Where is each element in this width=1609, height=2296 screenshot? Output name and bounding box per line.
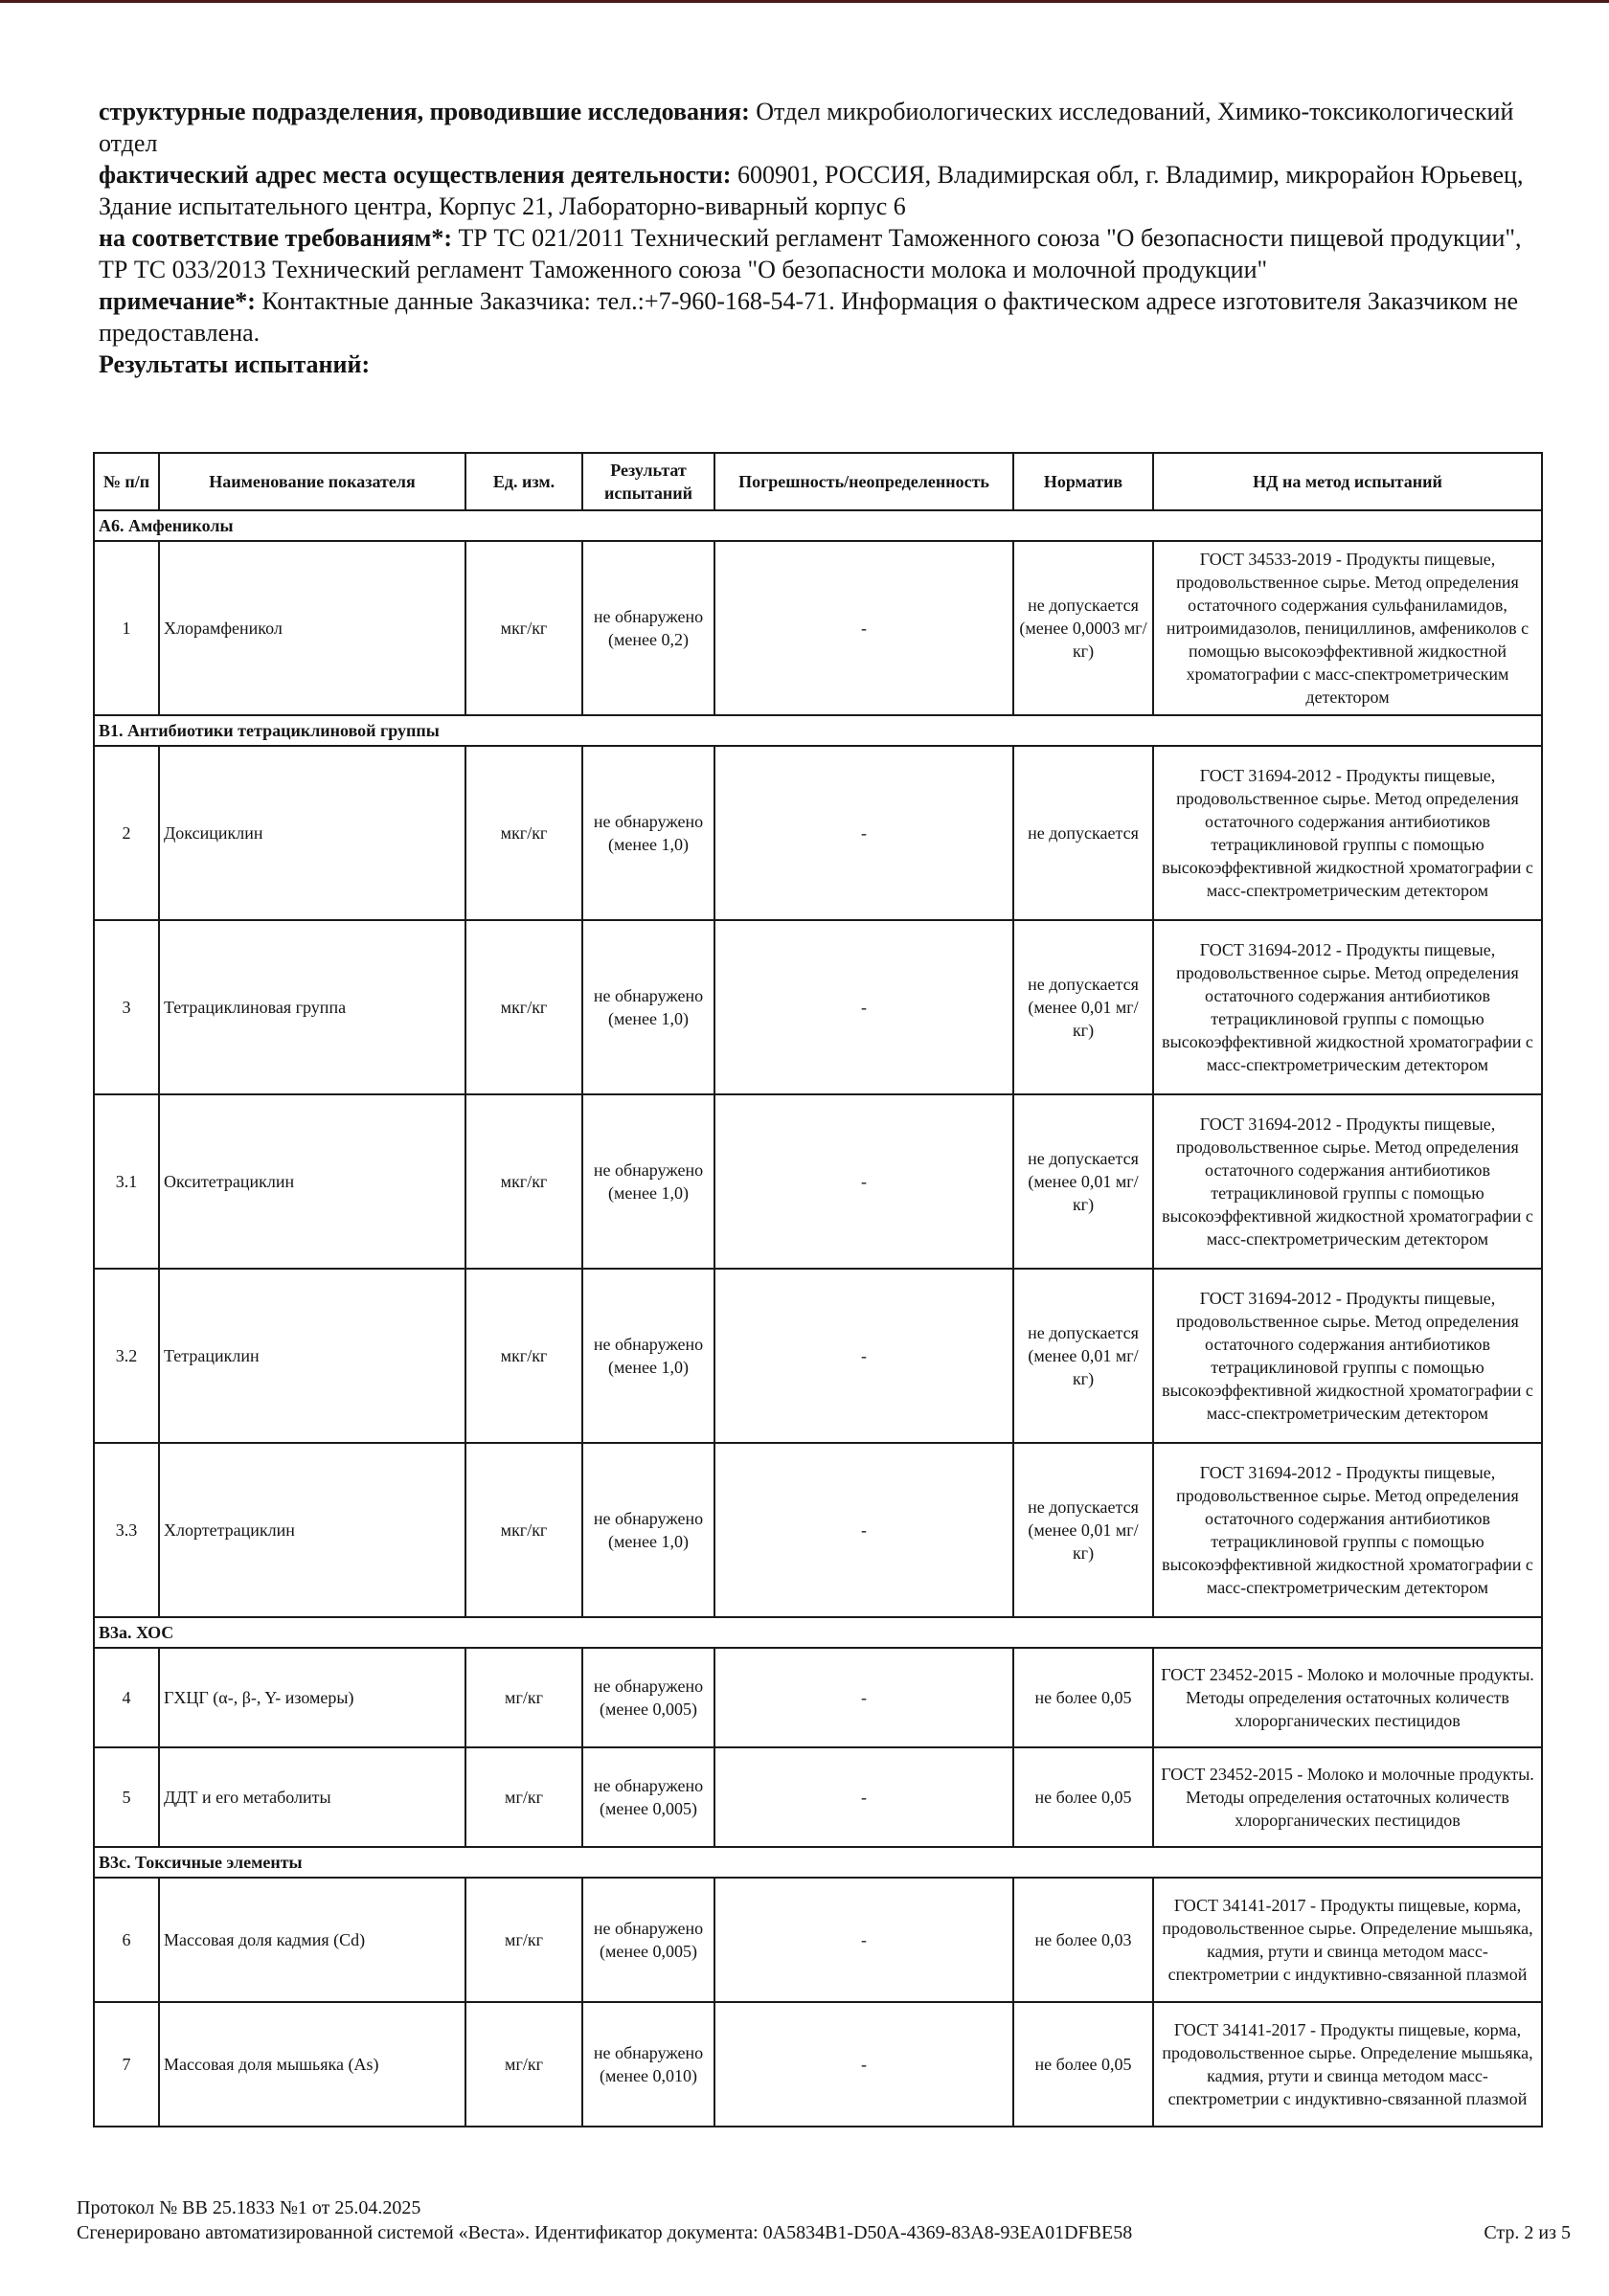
section-title: В3с. Токсичные элементы (94, 1847, 1542, 1878)
col-header-method: НД на метод испытаний (1153, 453, 1542, 510)
norm-cell: не более 0,05 (1013, 2002, 1153, 2127)
unit-cell: мг/кг (465, 2002, 582, 2127)
method-cell: ГОСТ 31694-2012 - Продукты пищевые, продовольственное сырье. Метод определения остаточного содержания антибиотиков тетрациклиновой группы с помощью высокоэффективной жидкостной хроматографии с масс-спектрометрическим детектором (1153, 920, 1542, 1094)
indicator-name: Тетрациклиновая группа (159, 920, 465, 1094)
section-row (94, 715, 1542, 746)
indicator-name: Массовая доля мышьяка (As) (159, 2002, 465, 2127)
unit-cell: мг/кг (465, 1648, 582, 1747)
method-cell: ГОСТ 23452-2015 - Молоко и молочные продукты. Методы определения остаточных количеств хлорорганических пестицидов (1153, 1648, 1542, 1747)
section-row (94, 510, 1542, 541)
uncertainty-cell: - (714, 1269, 1013, 1443)
requirements-label: на соответствие требованиям*: (99, 224, 453, 252)
uncertainty-cell: - (714, 1443, 1013, 1617)
result-cell: не обнаружено (менее 0,010) (582, 2002, 714, 2127)
divisions-value: Отдел микробиологических исследований, Химико-токсикологический отдел (99, 98, 1514, 157)
uncertainty-cell: - (714, 1094, 1013, 1269)
page-top-edge (0, 0, 1609, 3)
section-title: В3а. ХОС (94, 1617, 1542, 1648)
col-header-result: Результат испытаний (582, 453, 714, 510)
table-row (94, 1747, 1542, 1847)
row-num: 3.1 (94, 1094, 159, 1269)
indicator-name: Окситетрациклин (159, 1094, 465, 1269)
row-num: 6 (94, 1878, 159, 2002)
indicator-name: ГХЦГ (α-, β-, Υ- изомеры) (159, 1648, 465, 1747)
divisions-line (99, 96, 1554, 159)
col-header-error: Погрешность/неопределенность (714, 453, 1013, 510)
unit-cell: мкг/кг (465, 1443, 582, 1617)
table-row (94, 746, 1542, 920)
result-cell: не обнаружено (менее 1,0) (582, 1443, 714, 1617)
method-cell: ГОСТ 34141-2017 - Продукты пищевые, корма, продовольственное сырье. Определение мышьяка, кадмия, ртути и свинца методом масс-спектрометрии с индуктивно-связанной плазмой (1153, 2002, 1542, 2127)
uncertainty-cell: - (714, 1878, 1013, 2002)
col-header-norm: Норматив (1013, 453, 1153, 510)
note-label: примечание*: (99, 287, 256, 315)
col-header-unit: Ед. изм. (465, 453, 582, 510)
indicator-name: Доксициклин (159, 746, 465, 920)
table-row (94, 1443, 1542, 1617)
row-num: 4 (94, 1648, 159, 1747)
col-header-num: № п/п (94, 453, 159, 510)
section-row (94, 1617, 1542, 1648)
norm-cell: не допускается (менее 0,01 мг/кг) (1013, 1094, 1153, 1269)
norm-cell: не допускается (1013, 746, 1153, 920)
unit-cell: мкг/кг (465, 746, 582, 920)
section-row (94, 1847, 1542, 1878)
results-table (93, 452, 1543, 2127)
footer-protocol: Протокол № ВВ 25.1833 №1 от 25.04.2025 (77, 2197, 421, 2218)
table-row (94, 1269, 1542, 1443)
divisions-label: структурные подразделения, проводившие исследования: (99, 98, 750, 125)
uncertainty-cell: - (714, 920, 1013, 1094)
norm-cell: не допускается (менее 0,01 мг/кг) (1013, 1443, 1153, 1617)
unit-cell: мкг/кг (465, 1094, 582, 1269)
norm-cell: не более 0,05 (1013, 1648, 1153, 1747)
unit-cell: мкг/кг (465, 541, 582, 715)
footer-page-number: Стр. 2 из 5 (1484, 2222, 1571, 2243)
protocol-header (99, 96, 1554, 380)
method-cell: ГОСТ 34141-2017 - Продукты пищевые, корма, продовольственное сырье. Определение мышьяка, кадмия, ртути и свинца методом масс-спектрометрии с индуктивно-связанной плазмой (1153, 1878, 1542, 2002)
table-row (94, 2002, 1542, 2127)
result-cell: не обнаружено (менее 0,005) (582, 1747, 714, 1847)
method-cell: ГОСТ 31694-2012 - Продукты пищевые, продовольственное сырье. Метод определения остаточного содержания антибиотиков тетрациклиновой группы с помощью высокоэффективной жидкостной хроматографии с масс-спектрометрическим детектором (1153, 1443, 1542, 1617)
note-line (99, 285, 1554, 349)
indicator-name: Тетрациклин (159, 1269, 465, 1443)
table-header-row (94, 453, 1542, 510)
section-title: А6. Амфениколы (94, 510, 1542, 541)
norm-cell: не более 0,05 (1013, 1747, 1153, 1847)
result-cell: не обнаружено (менее 0,2) (582, 541, 714, 715)
result-cell: не обнаружено (менее 1,0) (582, 1269, 714, 1443)
requirements-line (99, 222, 1554, 285)
row-num: 5 (94, 1747, 159, 1847)
indicator-name: Хлортетрациклин (159, 1443, 465, 1617)
table-row (94, 920, 1542, 1094)
uncertainty-cell: - (714, 746, 1013, 920)
method-cell: ГОСТ 31694-2012 - Продукты пищевые, продовольственное сырье. Метод определения остаточного содержания антибиотиков тетрациклиновой группы с помощью высокоэффективной жидкостной хроматографии с масс-спектрометрическим детектором (1153, 746, 1542, 920)
row-num: 7 (94, 2002, 159, 2127)
address-label: фактический адрес места осуществления деятельности: (99, 161, 732, 189)
uncertainty-cell: - (714, 541, 1013, 715)
row-num: 3 (94, 920, 159, 1094)
address-value: 600901, РОССИЯ, Владимирская обл, г. Владимир, микрорайон Юрьевец, Здание испытательного центра, Корпус 21, Лабораторно-виварный корпус 6 (99, 161, 1524, 220)
result-cell: не обнаружено (менее 1,0) (582, 1094, 714, 1269)
row-num: 3.3 (94, 1443, 159, 1617)
row-num: 3.2 (94, 1269, 159, 1443)
method-cell: ГОСТ 31694-2012 - Продукты пищевые, продовольственное сырье. Метод определения остаточного содержания антибиотиков тетрациклиновой группы с помощью высокоэффективной жидкостной хроматографии с масс-спектрометрическим детектором (1153, 1094, 1542, 1269)
method-cell: ГОСТ 31694-2012 - Продукты пищевые, продовольственное сырье. Метод определения остаточного содержания антибиотиков тетрациклиновой группы с помощью высокоэффективной жидкостной хроматографии с масс-спектрометрическим детектором (1153, 1269, 1542, 1443)
table-row (94, 1878, 1542, 2002)
result-cell: не обнаружено (менее 0,005) (582, 1648, 714, 1747)
indicator-name: Хлорамфеникол (159, 541, 465, 715)
table-row (94, 1648, 1542, 1747)
uncertainty-cell: - (714, 2002, 1013, 2127)
uncertainty-cell: - (714, 1747, 1013, 1847)
indicator-name: ДДТ и его метаболиты (159, 1747, 465, 1847)
section-title: В1. Антибиотики тетрациклиновой группы (94, 715, 1542, 746)
row-num: 2 (94, 746, 159, 920)
unit-cell: мг/кг (465, 1747, 582, 1847)
requirements-value: ТР ТС 021/2011 Технический регламент Таможенного союза "О безопасности пищевой продукции", ТР ТС 033/2013 Технический регламент Таможенного союза "О безопасности молока и молочной продукции" (99, 224, 1522, 283)
address-line (99, 159, 1554, 222)
norm-cell: не допускается (менее 0,01 мг/кг) (1013, 1269, 1153, 1443)
uncertainty-cell: - (714, 1648, 1013, 1747)
unit-cell: мг/кг (465, 1878, 582, 2002)
norm-cell: не допускается (менее 0,01 мг/кг) (1013, 920, 1153, 1094)
norm-cell: не допускается (менее 0,0003 мг/кг) (1013, 541, 1153, 715)
method-cell: ГОСТ 23452-2015 - Молоко и молочные продукты. Методы определения остаточных количеств хлорорганических пестицидов (1153, 1747, 1542, 1847)
unit-cell: мкг/кг (465, 920, 582, 1094)
results-title: Результаты испытаний: (99, 350, 371, 378)
result-cell: не обнаружено (менее 0,005) (582, 1878, 714, 2002)
col-header-name: Наименование показателя (159, 453, 465, 510)
norm-cell: не более 0,03 (1013, 1878, 1153, 2002)
footer-generated: Сгенерировано автоматизированной системой «Веста». Идентификатор документа: 0A5834B1-D50A-4369-83A8-93EA01DFBE58 (77, 2222, 1133, 2243)
row-num: 1 (94, 541, 159, 715)
unit-cell: мкг/кг (465, 1269, 582, 1443)
results-table-body (94, 510, 1542, 2127)
result-cell: не обнаружено (менее 1,0) (582, 920, 714, 1094)
table-row (94, 1094, 1542, 1269)
table-row (94, 541, 1542, 715)
page-footer (77, 2195, 1571, 2245)
result-cell: не обнаружено (менее 1,0) (582, 746, 714, 920)
note-value: Контактные данные Заказчика: тел.:+7-960-168-54-71. Информация о фактическом адресе изготовителя Заказчиком не предоставлена. (99, 287, 1519, 347)
method-cell: ГОСТ 34533-2019 - Продукты пищевые, продовольственное сырье. Метод определения остаточного содержания сульфаниламидов, нитроимидазолов, пенициллинов, амфениколов с помощью высокоэффективной жидкостной хроматографии с масс-спектрометрическим детектором (1153, 541, 1542, 715)
indicator-name: Массовая доля кадмия (Cd) (159, 1878, 465, 2002)
